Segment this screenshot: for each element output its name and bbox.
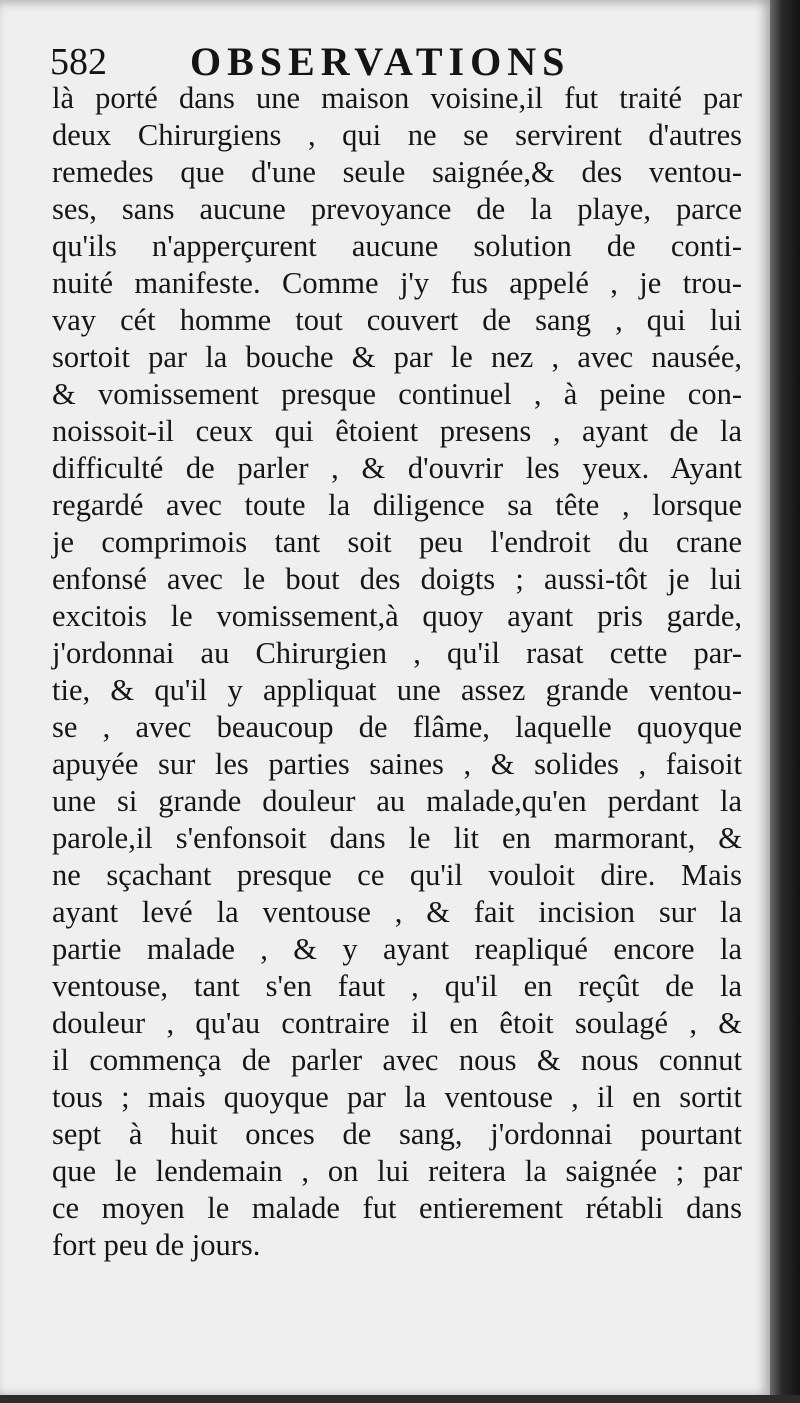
text-line: difficulté de parler , & d'ouvrir les yeux. Ayant — [52, 451, 742, 485]
text-line: là porté dans une maison voisine,il fut traité par — [52, 81, 742, 115]
text-line: sortoit par la bouche & par le nez , avec nausée, — [52, 340, 742, 374]
text-line: & vomissement presque continuel , à peine con- — [52, 377, 742, 411]
text-line: enfonsé avec le bout des doigts ; aussi-tôt je lui — [52, 562, 742, 596]
text-line: ayant levé la ventouse , & fait incision sur la — [52, 895, 742, 929]
text-line: ses, sans aucune prevoyance de la playe, parce — [52, 192, 742, 226]
text-line: il commença de parler avec nous & nous connut — [52, 1043, 742, 1077]
page-bottom-edge — [0, 1395, 800, 1403]
text-line: sept à huit onces de sang, j'ordonnai pourtant — [52, 1117, 742, 1151]
text-line: tie, & qu'il y appliquat une assez grande ventou- — [52, 673, 742, 707]
text-line: j'ordonnai au Chirurgien , qu'il rasat cette par- — [52, 636, 742, 670]
text-line: douleur , qu'au contraire il en êtoit soulagé , & — [52, 1006, 742, 1040]
text-line: regardé avec toute la diligence sa tête , lorsque — [52, 488, 742, 522]
text-line: parole,il s'enfonsoit dans le lit en marmorant, & — [52, 821, 742, 855]
body-text — [52, 80, 742, 1264]
text-line: je comprimois tant soit peu l'endroit du crane — [52, 525, 742, 559]
text-line: noissoit-il ceux qui êtoient presens , ayant de la — [52, 414, 742, 448]
text-line-final: fort peu de jours. — [52, 1228, 261, 1262]
text-line: partie malade , & y ayant reapliqué encore la — [52, 932, 742, 966]
text-line: une si grande douleur au malade,qu'en perdant la — [52, 784, 742, 818]
text-line: excitois le vomissement,à quoy ayant pris garde, — [52, 599, 742, 633]
text-line: apuyée sur les parties saines , & solides , faisoit — [52, 747, 742, 781]
text-line: ne sçachant presque ce qu'il vouloit dire. Mais — [52, 858, 742, 892]
page-binding-shadow — [770, 0, 800, 1403]
running-head: OBSERVATIONS — [190, 39, 571, 84]
text-line: que le lendemain , on lui reitera la saignée ; par — [52, 1154, 742, 1188]
text-line: ce moyen le malade fut entierement rétabli dans — [52, 1191, 742, 1225]
text-line: vay cét homme tout couvert de sang , qui lui — [52, 303, 742, 337]
text-line: remedes que d'une seule saignée,& des ventou- — [52, 155, 742, 189]
text-line: qu'ils n'apperçurent aucune solution de conti- — [52, 229, 742, 263]
page-number: 582 — [50, 41, 107, 83]
text-line: deux Chirurgiens , qui ne se servirent d'autres — [52, 118, 742, 152]
text-line: se , avec beaucoup de flâme, laquelle quoyque — [52, 710, 742, 744]
text-line: tous ; mais quoyque par la ventouse , il en sortit — [52, 1080, 742, 1114]
text-line: nuité manifeste. Comme j'y fus appelé , je trou- — [52, 266, 742, 300]
text-line: ventouse, tant s'en faut , qu'il en reçût de la — [52, 969, 742, 1003]
